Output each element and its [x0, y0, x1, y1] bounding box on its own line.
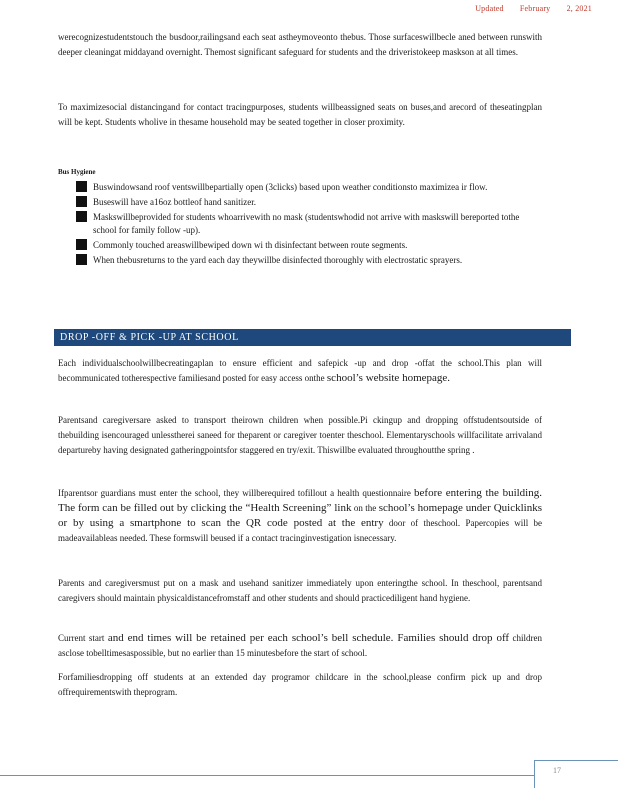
section-heading-drop-off: DROP -OFF & PICK -UP AT SCHOOL — [54, 329, 571, 346]
updated-date — [461, 4, 592, 13]
paragraph-text: Each individualschoolwillbecreatingaplan to ensure efficient and safepick -up and drop -offat the school.This plan will becommunicated totherespective familiesand posted for easy access onthe — [58, 358, 542, 383]
updated-label: Updated — [475, 4, 504, 13]
bus-hygiene-list — [76, 181, 536, 269]
square-bullet-icon — [76, 239, 87, 250]
list-item-text: Maskswillbeprovided for students whoarrivewith no mask (studentswhodid not arrive with maskswill bereported tothe school for family follow -up). — [93, 212, 520, 235]
paragraph-text: Current start — [58, 633, 105, 643]
footer-rule — [0, 775, 534, 776]
paragraph-bell-schedule — [58, 631, 542, 661]
square-bullet-icon — [76, 211, 87, 222]
list-item — [76, 254, 536, 267]
square-bullet-icon — [76, 181, 87, 192]
paragraph-extended-day: Forfamiliesdropping off students at an extended day programor childcare in the school,please confirm pick up and drop offrequirementswith theprogram. — [58, 672, 542, 697]
list-item — [76, 211, 536, 237]
paragraph-text: door of theschool. Papercopies will be madeavailableas needed. These formswill beused if a contact tracinginvestigation isnecessary. — [58, 518, 542, 543]
paragraph-text: on the — [353, 503, 377, 513]
bus-hygiene-heading: Bus Hygiene — [58, 168, 96, 176]
list-item-text: Buswindowsand roof ventswillbepartially open (3clicks) based upon weather conditionsto maximizea ir flow. — [93, 182, 488, 192]
list-item — [76, 181, 536, 194]
page-number: 17 — [553, 766, 561, 775]
paragraph-distancing: To maximizesocial distancingand for contact tracingpurposes, students willbeassigned seats on buses,and arecord of theseatingplan will be kept. Students wholive in thesame household may be seated together in closer proximity. — [58, 102, 542, 127]
paragraph-school-plan — [58, 356, 542, 386]
updated-day-year: 2, 2021 — [566, 4, 592, 13]
updated-month: February — [519, 4, 551, 13]
paragraph-text: and end times will be retained per each school’s bell schedule. Families should drop off — [107, 632, 510, 644]
paragraph-text: school’s homepage under Quicklinks or by using a smartphone to scan the QR code posted at the entry — [58, 502, 543, 529]
list-item-text: Commonly touched areaswillbewiped down wi th disinfectant between route segments. — [93, 240, 408, 250]
square-bullet-icon — [76, 254, 87, 265]
square-bullet-icon — [76, 196, 87, 207]
paragraph-health-screening — [58, 486, 542, 546]
list-item-text: When thebusreturns to the yard each day theywillbe disinfected thoroughly with electrostatic sprayers. — [93, 255, 463, 265]
paragraph-masks-sanitizer: Parents and caregiversmust put on a mask and usehand sanitizer immediately upon enteringthe school. In theschool, parentsand caregivers should maintain physicaldistancefromstaff and other students and should practicediligent hand hygiene. — [58, 578, 542, 603]
paragraph-text: children asclose tobelltimesaspossible, but no earlier than 15 minutesbefore the start of school. — [58, 633, 543, 658]
list-item-text: Buseswill have a16oz bottleof hand sanitizer. — [93, 197, 256, 207]
list-item — [76, 196, 536, 209]
paragraph-transport: Parentsand caregiversare asked to transport theirown children when possible.Pi ckingup and dropping offstudentsoutside of thebuilding isencouraged unlesstherei saneed for theparent or caregiver toenter theschool. Elementaryschools willfacilitate arrivaland departureby having designated gatheringpointsfor staggered en try/exit. Thiswillbe evaluated throughoutthe spring . — [58, 415, 542, 455]
paragraph-bus-surfaces: werecognizestudentstouch the busdoor,railingsand each seat astheymoveonto thebus. Those surfaceswillbecle aned between runswith deeper cleaningat middayand overnight. Themost significant safeguard for students and the driveristokeep maskson at all times. — [58, 32, 542, 57]
footer-rule — [580, 760, 618, 761]
paragraph-text: school’s website homepage. — [326, 372, 451, 384]
paragraph-text: before entering the building. The form can be filled out by clicking the “Health Screening” link — [58, 487, 542, 514]
list-item — [76, 239, 536, 252]
paragraph-text: Ifparentsor guardians must enter the school, they willberequired tofillout a health questionnaire — [58, 488, 411, 498]
